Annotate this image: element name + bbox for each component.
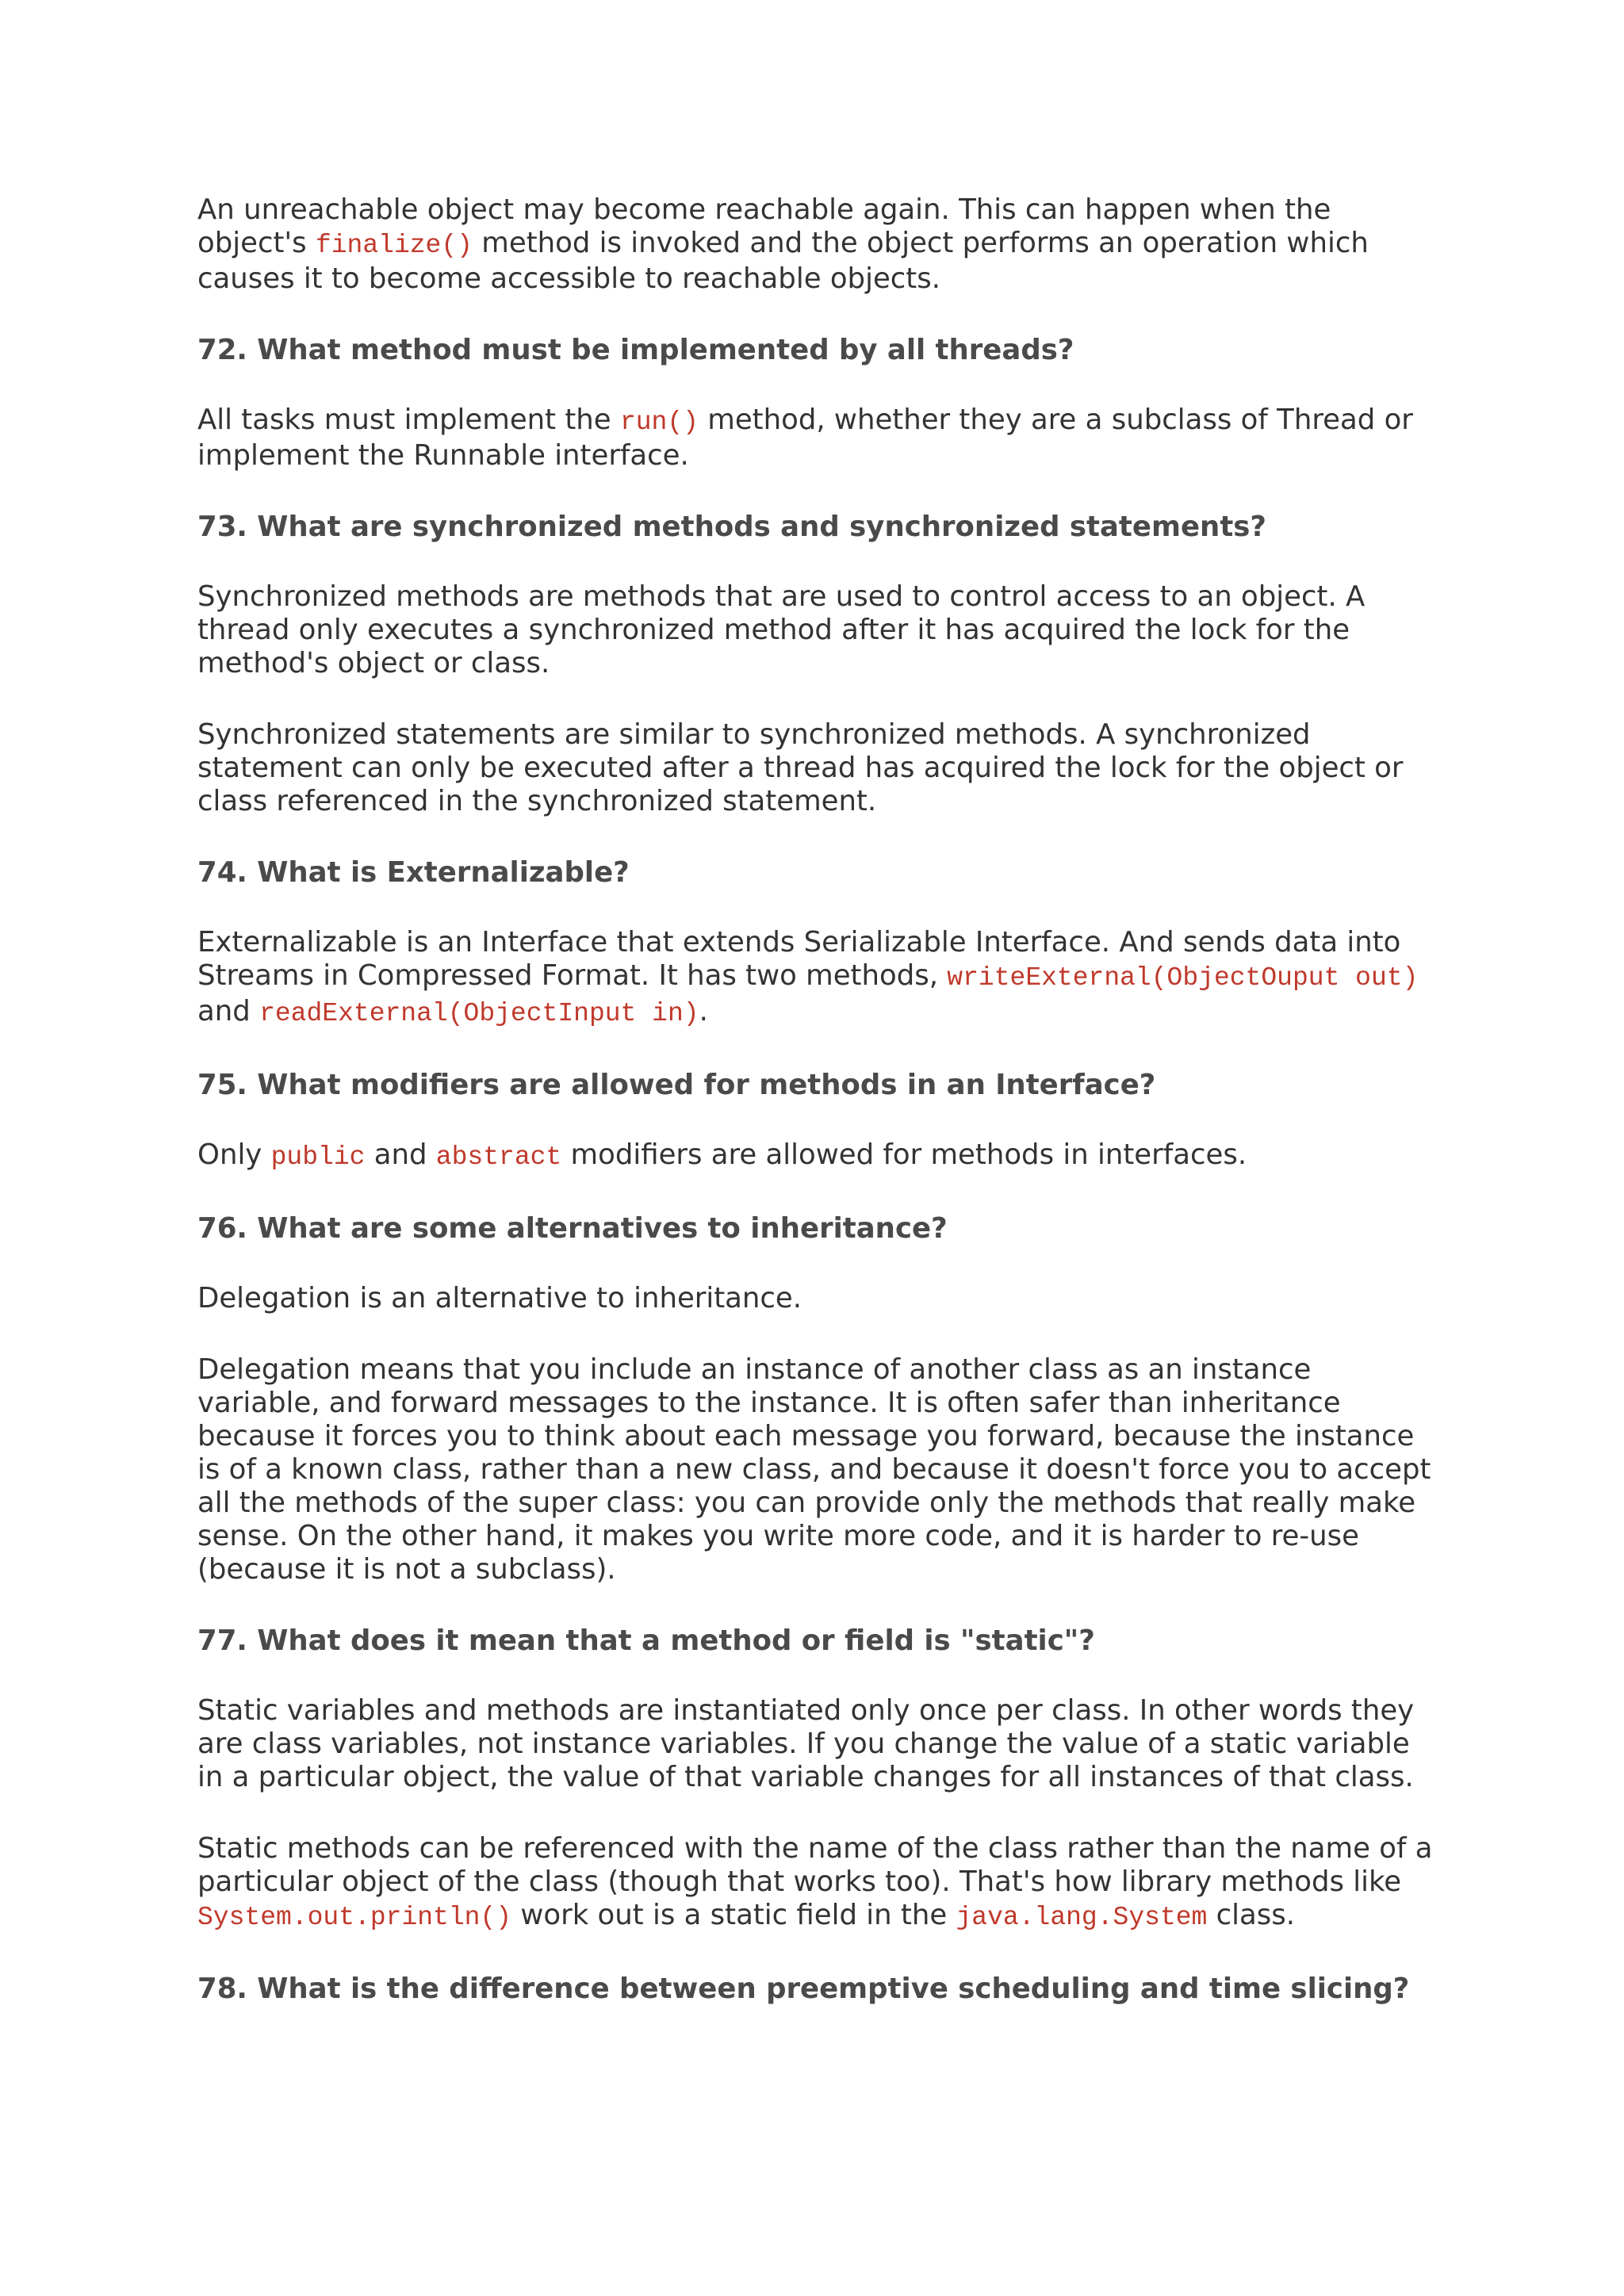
answer-72 xyxy=(197,404,1434,473)
question-76 xyxy=(197,1212,1434,1246)
text-run: 72. What method must be implemented by all threads? xyxy=(197,334,1074,366)
question-73 xyxy=(197,511,1434,544)
para-unreachable-object xyxy=(197,193,1434,296)
text-run: 76. What are some alternatives to inheritance? xyxy=(197,1212,948,1245)
text-run: method, whether they are a subclass of Thread or implement the Runnable interface. xyxy=(197,404,1413,472)
text-run: All tasks must implement the xyxy=(197,404,620,436)
question-74 xyxy=(197,856,1434,890)
answer-73-methods xyxy=(197,580,1434,680)
text-run: modifiers are allowed for methods in interfaces. xyxy=(561,1138,1247,1171)
text-run: work out is a static field in the xyxy=(511,1899,956,1931)
inline-code: finalize() xyxy=(315,231,473,260)
text-run: class. xyxy=(1207,1899,1296,1931)
text-run: Synchronized statements are similar to synchronized methods. A synchronized statement can only be executed after a thread has acquired the lock for the object or class referenced in the synchronized statement. xyxy=(197,718,1404,817)
question-78 xyxy=(197,1973,1434,2006)
text-run: Externalizable is an Interface that extends Serializable Interface. And sends data into Streams in Compressed Format. It has two methods, xyxy=(197,926,1401,992)
inline-code: readExternal(ObjectInput in) xyxy=(259,999,699,1028)
text-run: Delegation means that you include an instance of another class as an instance variable, and forward messages to the instance. It is often safer than inheritance because it forces you to think about each message you forward, because the instance is of a known class, rather than a new class, and because it doesn't force you to accept all the methods of the super class: you can provide only the methods that really make sense. On the other hand, it makes you write more code, and it is harder to re-use (because it is not a subclass). xyxy=(197,1353,1431,1586)
answer-74 xyxy=(197,926,1434,1031)
question-72 xyxy=(197,334,1434,367)
text-run: and xyxy=(197,995,260,1027)
text-run: 75. What modifiers are allowed for methods in an Interface? xyxy=(197,1069,1156,1101)
document-page xyxy=(197,193,1434,2042)
inline-code: java.lang.System xyxy=(956,1903,1208,1932)
inline-code: public xyxy=(270,1142,366,1172)
text-run: 73. What are synchronized methods and synchronized statements? xyxy=(197,511,1267,543)
answer-77-variables xyxy=(197,1694,1434,1794)
question-77 xyxy=(197,1624,1434,1658)
inline-code: writeExternal(ObjectOuput out) xyxy=(947,963,1419,993)
text-run: . xyxy=(699,995,708,1027)
answer-76-detail xyxy=(197,1353,1434,1586)
answer-76-intro xyxy=(197,1282,1434,1315)
text-run: 78. What is the difference between preemptive scheduling and time slicing? xyxy=(197,1973,1410,2005)
inline-code: System.out.println() xyxy=(197,1903,512,1932)
inline-code: run() xyxy=(619,408,699,437)
text-run: 74. What is Externalizable? xyxy=(197,856,630,889)
text-run: and xyxy=(365,1138,436,1171)
text-run: Delegation is an alternative to inheritance. xyxy=(197,1282,802,1314)
inline-code: abstract xyxy=(435,1142,562,1172)
text-run: Only xyxy=(197,1138,271,1171)
text-run: An unreachable object may become reachable again. This can happen when the object's xyxy=(197,193,1331,259)
answer-73-statements xyxy=(197,718,1434,818)
text-run: 77. What does it mean that a method or field is "static"? xyxy=(197,1624,1095,1657)
text-run: method is invoked and the object performs an operation which causes it to become accessible to reachable objects. xyxy=(197,227,1369,295)
text-run: Static variables and methods are instantiated only once per class. In other words they are class variables, not instance variables. If you change the value of a static variable in a particular object, the value of that variable changes for all instances of that class. xyxy=(197,1694,1415,1793)
answer-75 xyxy=(197,1138,1434,1174)
question-75 xyxy=(197,1069,1434,1102)
answer-77-methods xyxy=(197,1832,1434,1934)
text-run: Synchronized methods are methods that are used to control access to an object. A thread only executes a synchronized method after it has acquired the lock for the method's object or class. xyxy=(197,580,1365,679)
text-run: Static methods can be referenced with the name of the class rather than the name of a particular object of the class (though that works too). That's how library methods like xyxy=(197,1832,1433,1898)
